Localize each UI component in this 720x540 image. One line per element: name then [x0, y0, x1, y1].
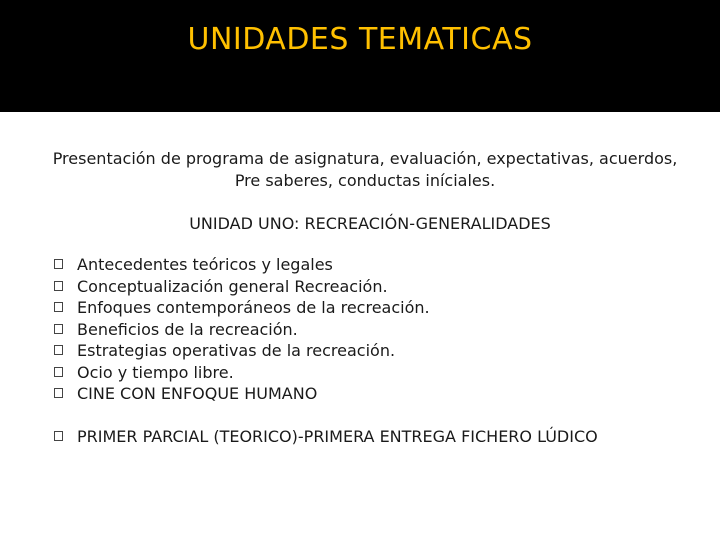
square-bullet-icon — [54, 259, 63, 269]
square-bullet-icon — [54, 367, 63, 377]
list-item — [52, 319, 692, 341]
intro-paragraph: Presentación de programa de asignatura, evaluación, expectativas, acuerdos, Pre saberes, conductas iníciales. — [52, 149, 678, 190]
topic-list — [52, 254, 692, 405]
square-bullet-icon — [54, 324, 63, 334]
list-item-text: Conceptualización general Recreación. — [77, 276, 388, 296]
square-bullet-icon — [54, 345, 63, 355]
final-list — [52, 426, 692, 447]
list-item-text: CINE CON ENFOQUE HUMANO — [77, 384, 318, 403]
list-item — [52, 254, 692, 276]
title-bar — [0, 0, 720, 112]
square-bullet-icon — [54, 388, 63, 398]
list-item-text: Antecedentes teóricos y legales — [77, 255, 333, 274]
unit-heading: UNIDAD UNO: RECREACIÓN-GENERALIDADES — [189, 214, 551, 233]
list-item-final — [52, 426, 692, 447]
list-item-text: Estrategias operativas de la recreación. — [77, 341, 396, 360]
list-item-text: Beneficios de la recreación. — [77, 319, 298, 339]
list-item — [52, 276, 692, 298]
square-bullet-icon — [54, 431, 63, 441]
list-item-text: Ocio y tiempo libre. — [77, 362, 234, 382]
list-item — [52, 297, 692, 319]
final-item-text: PRIMER PARCIAL (TEORICO)-PRIMERA ENTREGA FICHERO LÚDICO — [77, 427, 598, 446]
square-bullet-icon — [54, 302, 63, 312]
slide-title: UNIDADES TEMATICAS — [187, 22, 533, 57]
list-item-text: Enfoques contemporáneos de la recreación. — [77, 298, 430, 317]
list-item — [52, 383, 692, 405]
square-bullet-icon — [54, 281, 63, 291]
list-item — [52, 362, 692, 384]
list-item — [52, 340, 692, 362]
